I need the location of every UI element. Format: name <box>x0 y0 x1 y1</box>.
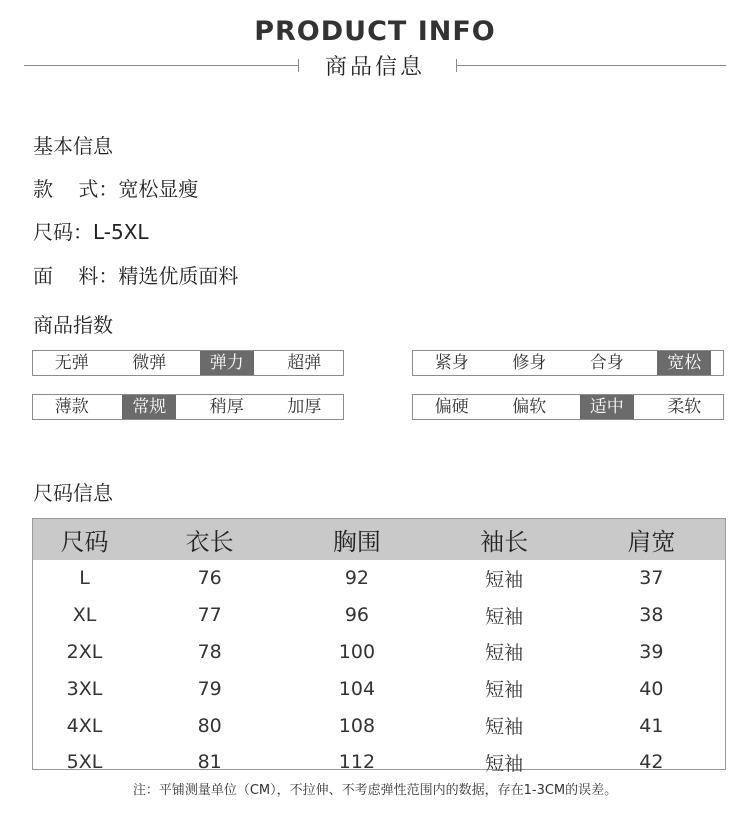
table-row <box>33 670 725 707</box>
table-cell: 短袖 <box>485 642 524 665</box>
table-cell: 41 <box>639 714 664 737</box>
header-rule-right <box>456 65 726 66</box>
measurement-note: 注：平铺测量单位（CM），不拉伸、不考虑弹性范围内的数据，存在1-3CM的误差。 <box>132 783 618 798</box>
table-cell: 112 <box>338 751 376 774</box>
table-cell: 短袖 <box>485 716 524 739</box>
table-row <box>33 597 725 634</box>
scale-fit <box>412 350 724 376</box>
table-cell: 4XL <box>66 714 103 737</box>
header-subtitle: 商品信息 <box>324 55 425 80</box>
size-table <box>32 518 726 775</box>
table-cell: 37 <box>639 567 664 590</box>
scale-option: 微弹 <box>132 353 167 373</box>
scale-option: 薄款 <box>54 397 89 417</box>
table-cell: 短袖 <box>485 568 524 591</box>
scale-elasticity <box>32 350 344 376</box>
scale-option: 宽松 <box>657 351 711 375</box>
table-cell: 短袖 <box>485 752 524 775</box>
scale-option: 弹力 <box>200 351 254 375</box>
table-cell: 78 <box>197 640 222 663</box>
table-cell: L <box>79 567 90 590</box>
table-cell: 40 <box>639 677 664 700</box>
header-title: PRODUCT INFO <box>254 16 496 47</box>
table-cell: 2XL <box>66 640 103 663</box>
table-row <box>33 744 725 781</box>
table-cell: XL <box>72 604 97 627</box>
table-cell: 100 <box>338 640 376 663</box>
table-cell: 短袖 <box>485 679 524 702</box>
index-heading: 商品指数 <box>33 313 113 337</box>
table-cell: 79 <box>197 677 222 700</box>
scale-softness <box>412 394 724 420</box>
table-cell: 38 <box>639 604 664 627</box>
basic-size: 尺码：L-5XL <box>33 220 149 244</box>
table-cell: 92 <box>344 567 369 590</box>
column-header: 衣长 <box>185 528 234 556</box>
scale-option: 无弹 <box>54 353 89 373</box>
table-cell: 81 <box>197 751 222 774</box>
table-cell: 短袖 <box>485 605 524 628</box>
column-header: 肩宽 <box>627 528 676 556</box>
table-cell: 5XL <box>66 751 103 774</box>
scale-option: 稍厚 <box>209 397 244 417</box>
scale-option: 加厚 <box>287 397 322 417</box>
table-cell: 42 <box>639 751 664 774</box>
scale-option: 偏硬 <box>434 397 469 417</box>
scale-option: 适中 <box>580 395 634 419</box>
basic-fabric: 面 料：精选优质面料 <box>33 264 239 288</box>
table-cell: 108 <box>338 714 376 737</box>
table-cell: 77 <box>197 604 222 627</box>
scale-option: 常规 <box>122 395 176 419</box>
scale-option: 合身 <box>589 353 624 373</box>
table-row <box>33 634 725 671</box>
scale-option: 修身 <box>512 353 547 373</box>
table-cell: 76 <box>197 567 222 590</box>
column-header: 尺码 <box>60 528 109 556</box>
table-cell: 104 <box>338 677 376 700</box>
column-header: 袖长 <box>480 528 529 556</box>
basic-info-heading: 基本信息 <box>33 134 113 158</box>
table-row <box>33 560 725 597</box>
size-info-heading: 尺码信息 <box>33 481 113 505</box>
table-cell: 39 <box>639 640 664 663</box>
table-cell: 80 <box>197 714 222 737</box>
scale-option: 偏软 <box>512 397 547 417</box>
basic-style: 款 式：宽松显瘦 <box>33 177 199 201</box>
column-header: 胸围 <box>332 528 381 556</box>
size-table-header <box>33 519 725 560</box>
scale-thickness <box>32 394 344 420</box>
table-cell: 96 <box>344 604 369 627</box>
scale-option: 柔软 <box>667 397 702 417</box>
scale-option: 紧身 <box>434 353 469 373</box>
scale-option: 超弹 <box>287 353 322 373</box>
table-cell: 3XL <box>66 677 103 700</box>
table-row <box>33 707 725 744</box>
